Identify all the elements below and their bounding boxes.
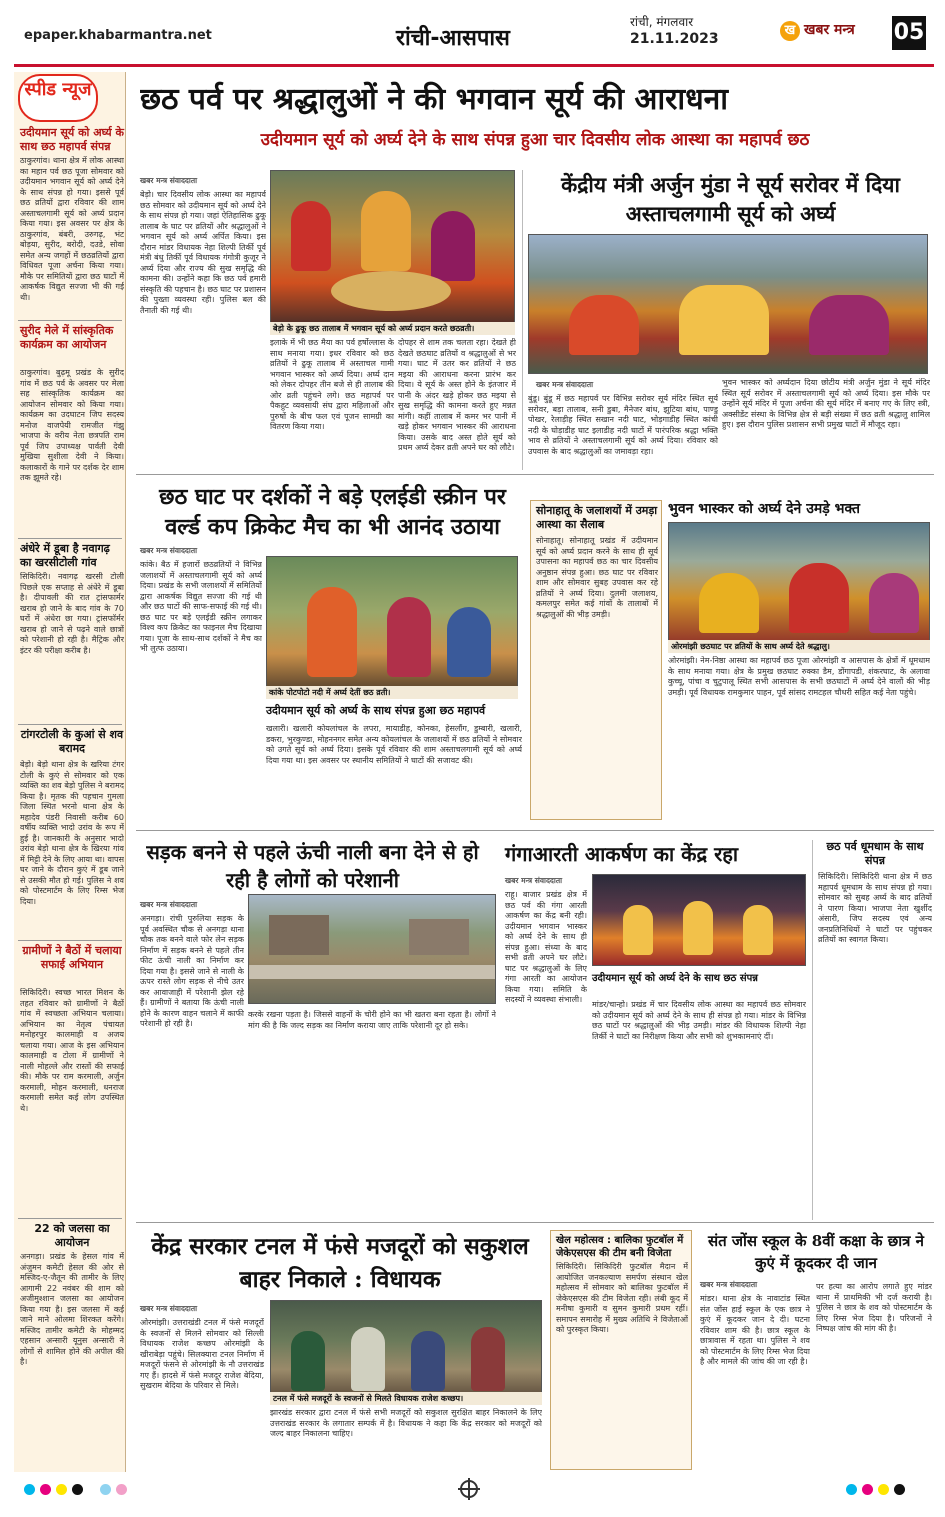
left-story-4-title: टांगरटोली के कुआं से शव बरामद: [20, 728, 124, 755]
divider: [18, 940, 122, 941]
registration-dot: [56, 1484, 67, 1495]
ormanjhi-ghat-photo: [668, 522, 930, 650]
page-number: 05: [892, 16, 926, 50]
dateline: [630, 14, 719, 48]
registration-target-icon: [460, 1480, 478, 1498]
crowd-shape: [809, 295, 889, 355]
section-rule: [136, 830, 934, 831]
munda-headline: केंद्रीय मंत्री अर्जुन मुंडा ने सूर्य सरोवर में दिया अस्ताचलगामी सूर्य को अर्घ्य: [561, 172, 900, 226]
khalari-body: खलारी। खलारी कोयलांचल के लपरा, मायाडीह, कोनका, हेसलौंग, डुम्बारी, खलारी, डकरा, भुरकुण्डा, मोहननगर समेत अन्य कोयलांचल के जलाशयों में छठ व्रतियों ने सोमवार को उगते सूर्य को अर्घ्य दिया। इसके पूर्व रविवार की शाम अस्ताचलगामी सूर्य को अर्घ्य दिया गया था। इस अवसर पर स्थानीय समितियों ने घाटों की सजावट की।: [266, 724, 522, 765]
logo-text: खबर मन्त्र: [804, 22, 855, 38]
crowd-shape: [679, 285, 769, 355]
ganga-subhead: उदीयमान सूर्य को अर्घ्य देने के साथ छठ संपन्न: [592, 973, 758, 984]
top-subhead: उदीयमान सूर्य को अर्घ्य देने के साथ संपन्न हुआ चार दिवसीय लोक आस्था का महापर्व छठ: [260, 130, 810, 150]
chhath-ghat-photo: [270, 170, 515, 332]
school-body-2: पर हत्या का आरोप लगाते हुए मांडर थाना में प्राथमिकी भी दर्ज करायी है। पुलिस ने छात्र के शव को पोस्टमार्टम के लिए रिम्स भेज दिया है। परिजनों ने निष्पक्ष जांच की मांग की है।: [816, 1282, 932, 1333]
football-headline: खेल महोत्सव : बालिका फुटबॉल में जेकेएसएस की टीम बनी विजेता: [556, 1235, 684, 1259]
road-body: अनगड़ा। रांची पुरुलिया सड़क के पूर्व अवस्थित चौक से अनगड़ा थाना चौक तक बनने वाले फोर लेन सड़क निर्माण में सड़क बनने से पहले तीन फीट ऊंची नाली का निर्माण कर दिया गया है। इससे जाने से नाली के ऊपर रास्ते लोग सड़क से नीचे उतर कर आवाजाही में परेशानी झेल रहे हैं। ग्रामीणों ने बताया कि ऊंची नाली होने के कारण वाहन चलाने में काफी परेशानी हो रही है।: [140, 914, 244, 1028]
road-headline: सड़क बनने से पहले ऊंची नाली बना देने से हो रही है लोगों को परेशानी: [146, 840, 479, 892]
person-figure: [351, 1327, 385, 1391]
dhoom-headline: छठ पर्व धूमधाम के साथ संपन्न: [826, 840, 924, 867]
city-day: रांची, मंगलवार: [630, 15, 694, 29]
top-headline: छठ पर्व पर श्रद्धालुओं ने की भगवान सूर्य की आराधना: [140, 82, 729, 117]
crowd-shape: [789, 563, 849, 633]
registration-dot: [40, 1484, 51, 1495]
issue-date: 21.11.2023: [630, 31, 719, 47]
byline: खबर मन्त्र संवाददाता: [505, 876, 563, 885]
epaper-url[interactable]: epaper.khabarmantra.net: [24, 28, 212, 43]
column-rule: [522, 170, 523, 470]
crowd-shape: [869, 573, 919, 633]
devotee-figure: [291, 201, 331, 271]
logo-icon: ख: [780, 21, 800, 41]
priest-figure: [623, 905, 653, 955]
priest-figure: [743, 905, 773, 955]
divider: [18, 320, 122, 321]
registration-dot: [72, 1484, 83, 1495]
bhuvan-body: ओरमांझी। नेम-निष्ठा आस्था का महापर्व छठ पूजा ओरमांझी व आसपास के क्षेत्रों में धूमधाम के साथ मनाया गया। क्षेत्र के प्रमुख छठघाट रुक्का डैम, डोंगापडी, शंकरघाट, के अलावा कुच्चू, पांचा व चुटुपालू स्थित सभी आसपास के सभी छठघाटों में अर्घ्य देने वालों की भीड़ उमड़ी। पूर्व विधायक रामकुमार पाहन, पूर्व सांसद रामटहल चौधरी सहित कई नेता पहुंचे।: [668, 656, 930, 697]
column-rule: [812, 840, 813, 1220]
tunnel-body-2: झारखंड सरकार द्वारा टनल में फंसे सभी मजदूरों को सकुशल सुरक्षित बाहर निकालने के लिए उत्तराखंड सरकार के लगातार सम्पर्क में है। विधायक ने कहा कि केंद्र सरकार को मजदूरों को जल्द बाहर निकालना चाहिए।: [270, 1408, 542, 1438]
left-story-6-title: 22 को जलसा का आयोजन: [34, 1222, 110, 1249]
drain-wall: [249, 965, 496, 979]
photo-caption: बेड़ो के ढुकू छठ तालाब में भगवान सूर्य को अर्घ्य प्रदान करते छठव्रती।: [270, 322, 515, 335]
byline: खबर मन्त्र संवाददाता: [700, 1280, 758, 1289]
divider: [18, 1218, 122, 1219]
photo-caption: ओरमांझी छठघाट पर व्रतियों के साथ अर्घ्य देते श्रद्धालु।: [668, 640, 930, 653]
divider: [18, 538, 122, 539]
munda-body-1: बुंडू। बुंडू में छठ महापर्व पर विभिन्न सरोवर सूर्य मंदिर स्थित सूर्य सरोवर, बड़ा तालाब, सनी डुबा, मैनेजर बांध, झुटिया बांध, पाण्डु पोखर, रेलाड़ीह स्थित सखान नदी घाट, भोड़गाडीह स्थित कांची नदी के घोड़ाडीह घाट इलाडीह नदी घाटों में पारंपरिक श्रद्धा भक्ति भाव से व्रतियों ने अस्ताचलगामी सूर्य को अर्घ्य दिया। रविवार को उपवास के बाद श्रद्धालुओं का जमावड़ा रहा।: [528, 394, 718, 456]
kanke-ghat-photo: [266, 556, 518, 696]
registration-dot: [862, 1484, 873, 1495]
crowd-shape: [569, 295, 639, 355]
left-story-3-body: सिकिदिरी। नवागढ़ खरसी टोली पिछले एक सप्ताह से अंधेरे में डूबा है। दीपावली की रात ट्रांसफार्मर खराब हो जाने के बाद गांव के 70 घरों में अंधेरा छा गया। ट्रांसफॉर्मर खराब हो जाने से पढ़ने वाले छात्रों को परेशानी हो रही है। मैट्रिक और इंटर की परीक्षा करीब है।: [20, 572, 124, 655]
section-rule: [136, 1222, 934, 1223]
top-story-body-2: इलाके में भी छठ मैया का पर्व हर्षोल्लास के साथ मनाया गया। इधर रविवार को छठ व्रतियों ने ढुकू तालाब में अस्ताचल गामी भगवान भास्कर को अर्घ्य दिया। अर्घ्य दान को लेकर दोपहर तीन बजे से ही तालाब की ओर व्रती पहुंचने लगे। छठ महापर्व पर पैकहुट व्यवसायी संघ द्वारा महिलाओं और पुरुषों के बीच फल एवं पूजन सामग्री का वितरण किया गया।: [270, 338, 394, 431]
masthead-logo: [780, 20, 855, 41]
left-story-5-body: सिकिदिरी। स्वच्छ भारत मिशन के तहत रविवार को ग्रामीणों ने बैठों गांव में स्वच्छता अभियान चलाया। अभियान का नेतृत्व पंचायत मनोहरपुर कालमाही व अजय चलाया गया। आज के इस अभियान कालमाही व टोला में ग्रामीणों ने नाली मोहल्ले और रास्तों की सफाई की। मौके पर राम करमाली, अर्जुन करमाली, मोहन करमाली, धनराज करमाली समेत कई लोग उपस्थित थे।: [20, 988, 124, 1113]
ganga-body-2: मांडर/चान्हो। प्रखंड में चार दिवसीय लोक आस्था का महापर्व छठ सोमवार को उदीयमान सूर्य को अर्घ्य देने के साथ ही संपन्न हो गया। मांडर के विभिन्न छठ घाटों पर श्रद्धालुओं की भीड़ उमड़ी। मांडर की विधायक शिल्पी नेहा तिर्की ने घाटों का निरीक्षण किया और सभी को शुभकामनाएं दीं।: [592, 1000, 806, 1041]
left-story-2-title: सुरीद मेले में सांस्कृतिक कार्यक्रम का आयोजन: [20, 324, 114, 351]
left-story-4-body: बेड़ो। बेड़ो थाना क्षेत्र के खरिया टंगर टोली के कुएं से सोमवार को एक व्यक्ति का शव बेड़ो पुलिस ने बरामद किया है। मृतक की पहचान गुमला जिला स्थित भरनो थाना क्षेत्र के महादेव पंडरी निवासी करीब 60 वर्षीय व्यक्ति भादो उरांव के रूप में हुई है। जानकारी के अनुसार भादो उरांव बेड़ो थाना क्षेत्र के खिरया गांव में मिट्टी देने के लिए आया था। वापस घर जाने के दौरान कुएं में डूब जाने से उसकी मौत हो गई। पुलिस ने शव को पोस्टमार्टम के लिए रिम्स भेज दिया।: [20, 760, 124, 906]
left-story-3-title: अंधेरे में डूबा है नवागढ़ का खरसीटोली गांव: [20, 542, 110, 569]
tunnel-family-photo: [270, 1300, 542, 1400]
ganga-aarti-photo: [592, 874, 806, 966]
surya-sarovar-photo: [528, 234, 928, 374]
crowd-shape: [699, 573, 759, 633]
edition-name: रांची-आसपास: [396, 26, 510, 51]
drain-construction-photo: [248, 894, 496, 1004]
ganga-body: राहू। बाजार प्रखंड क्षेत्र में छठ पर्व की गंगा आरती आकर्षण का केंद्र बनी रही। उदीयमान भगवान भास्कर को अर्घ्य देने के साथ ही संपन्न हुआ। संध्या के बाद सभी व्रती अपने घर लौटे। घाट पर श्रद्धालुओं के लिए गंगा आरती का आयोजन किया गया। समिति के सदस्यों ने व्यवस्था संभाली।: [505, 890, 587, 1004]
khalari-headline: उदीयमान सूर्य को अर्घ्य के साथ संपन्न हुआ छठ महापर्व: [266, 704, 486, 717]
ganga-headline: गंगाआरती आकर्षण का केंद्र रहा: [505, 842, 739, 866]
devotee-figure: [361, 191, 411, 271]
dhoom-body: सिकिदिरी। सिकिदिरी थाना क्षेत्र में छठ महापर्व धूमधाम के साथ संपन्न हो गया। सोमवार को सुबह अर्घ्य के बाद व्रतियों ने पारण किया। भाजपा नेता खुर्शीद अंसारी, जिप सदस्य एवं अन्य जनप्रतिनिधियों ने घाटों पर पहुंचकर व्रतियों का स्वागत किया।: [818, 872, 932, 944]
registration-dot: [846, 1484, 857, 1495]
person-figure: [471, 1327, 505, 1391]
registration-dot: [116, 1484, 127, 1495]
priest-figure: [683, 901, 713, 955]
sonahatu-body: सोनाहातू। सोनाहातू प्रखंड में उदीयमान सूर्य को अर्घ्य प्रदान करने के साथ ही सूर्य उपासना का महापर्व छठ का चार दिवसीय अनुष्ठान संपन्न हुआ। छठ घाट पर रविवार शाम और सोमवार सुबह उपवास कर रहे व्रतियों ने अर्घ्य दिया। दुलमी जलाशय, कमलपुर समेत कई गांवों के तालाबों में श्रद्धालुओं की भीड़ उमड़ी।: [536, 536, 658, 619]
registration-dot: [24, 1484, 35, 1495]
speed-news-badge: स्पीड न्यूज: [18, 74, 98, 122]
devotee-figure: [447, 607, 491, 677]
left-story-2-body: ठाकुरगांव। बुढ़मू प्रखंड के सुरीद गांव में छठ पर्व के अवसर पर मेला सह सांस्कृतिक कार्यक्रम का आयोजन सोमवार को किया गया। कार्यक्रम का उदघाटन जिप सदस्य मनोज वाजपेयी रामजीत गंझु भाजपा के वरीय नेता छत्रपति राम पूर्व जिप उपाध्यक्ष पार्वती देवी मुखिया सुशीला देवी ने किया। कलाकारों के गाने पर दर्शक देर शाम तक झूमते रहे।: [20, 368, 124, 482]
registration-dot: [100, 1484, 111, 1495]
worldcup-body: कांके। बैठ में हजारों छठव्रतियों ने विभिन्न जलाशयों में अस्ताचलगामी सूर्य को अर्घ्य दिया। प्रखंड के सभी जलाशयों में समितियों द्वारा आकर्षक विद्युत सज्जा की गई थी और छठ घाटों की साफ-सफाई की गई थी। छठ घाट पर बड़े एलईडी स्क्रीन लगाकर विश्व कप क्रिकेट का फाइनल मैच दिखाया गया। पूजा के साथ-साथ दर्शकों ने मैच का भी लुत्फ उठाया।: [140, 560, 262, 653]
byline: खबर मन्त्र संवाददाता: [140, 1304, 198, 1313]
left-story-1-title: उदीयमान सूर्य को अर्घ्य के साथ छठ महापर्व संपन्न: [20, 126, 124, 153]
devotee-figure: [431, 211, 475, 281]
house-shape: [409, 919, 469, 955]
house-shape: [269, 915, 329, 955]
football-body: सिकिदिरी। सिकिदिरी फुटबॉल मैदान में आयोजित जनकल्याण समर्पण संस्थान खेल महोत्सव में सोमवार को बालिका फुटबॉल में जेकेएसएस की टीम विजेता रही। लंबी कूद में मनीषा कुमारी व सुमन कुमारी प्रथम रहीं। समापन समारोह में मुख्य अतिथि ने विजेताओं को पुरस्कृत किया।: [556, 1262, 688, 1334]
top-story-body-3: दोपहर से शाम तक चलता रहा। देखते ही देखते छठघाट व्रतियों व श्रद्धालुओं से भर गया। घाट में उतर कर व्रतियों ने छठ मइया की आराधना करना प्रारंभ कर दिया। ये सूर्य के अस्त होने के इंतजार में पानी के अंदर खड़े होकर छठ मइया से सुख समृद्धि की कामना करते हुए मन्नत मांगी। कहीं तालाब में कमर भर पानी में खड़े होकर भगवान भास्कर की आराधना किया। उसके बाद अस्त होते सूर्य को प्रथम अर्घ्य देकर व्रती अपने घर को लौटे।: [398, 338, 516, 452]
road-body-2: करके रखना पड़ता है। जिससे वाहनों के चोरी होने का भी खतरा बना रहता है। लोगों ने मांग की है कि जल्द सड़क का निर्माण कराया जाए ताकि परेशानी दूर हो सके।: [248, 1010, 496, 1030]
header-rule: [14, 64, 934, 67]
left-story-1-body: ठाकुरगांव। थाना क्षेत्र में लोक आस्था का महान पर्व छठ पूजा सोमवार को उदीयमान भगवान सूर्य को अर्घ्य देने के साथ संपन्न हो गया। इससे पूर्व छठ व्रतियों द्वारा रविवार की शाम अस्ताचलगामी सूर्य को अर्घ्य प्रदान किया गया। इस अवसर पर क्षेत्र के ठाकुरगांव, बंबरी, उरुगढ़, भंट बोड़या, सुरीद, बरोदी, दउडे, सोवा समेत अन्य जगहों में छठव्रतियों द्वारा विधिवत पूजा अर्चना किया गया। मौके पर समितियों द्वारा छठ घाटों में आकर्षक विद्युत सज्जा भी की गई थी।: [20, 156, 124, 302]
offering-basket: [331, 271, 451, 311]
registration-dot: [878, 1484, 889, 1495]
devotee-figure: [307, 587, 357, 677]
devotee-figure: [387, 597, 431, 677]
byline: खबर मन्त्र संवाददाता: [536, 380, 594, 389]
sonahatu-headline: सोनाहातू के जलाशयों में उमड़ा आस्था का सैलाब: [536, 504, 658, 531]
byline: खबर मन्त्र संवाददाता: [140, 176, 198, 185]
person-figure: [291, 1331, 325, 1391]
person-figure: [411, 1331, 445, 1391]
top-story-body-1: बेड़ो। चार दिवसीय लोक आस्था का महापर्व छठ सोमवार को उदीयमान सूर्य को अर्घ्य देने के साथ संपन्न हो गया। जहां ऐतिहासिक ढुकू तालाब के घाट पर व्रतियों और श्रद्धालुओं ने भगवान सूर्य को अर्घ्य अर्पित किया। इस दौरान मांडर विधायक नेहा शिल्पी तिर्की पूर्व मंत्री बंधु तिर्की पूर्व विधायक गंगोत्री कुजूर ने अर्घ्य दिया और राज्य की सुख समृद्धि की कामना की। उन्होंने कहा कि छठ पर्व हमारी संस्कृति की पहचान है। छठ घाट पर प्रशासन की पुख्ता व्यवस्था रही। पुलिस बल की तैनाती की गई थी।: [140, 190, 266, 315]
left-story-5-title: ग्रामीणों ने बैठों में चलाया सफाई अभियान: [22, 944, 122, 971]
tunnel-headline: केंद्र सरकार टनल में फंसे मजदूरों को सकुशल बाहर निकाले : विधायक: [151, 1233, 529, 1293]
photo-caption: कांके पोटपोटो नदी में अर्घ्य देतीं छठ व्रती।: [266, 686, 518, 699]
section-rule: [136, 474, 934, 475]
munda-body-2: भुवन भास्कर को अर्घ्यदान दिया छोटीय मंत्री अर्जुन मुंडा ने सूर्य मंदिर स्थित सूर्य सरोवर में अस्ताचलगामी सूर्य को अर्घ्य दिया। इस मौके पर उन्होंने सूर्य मंदिर में पूजा अर्चना की सूर्य मंदिर में बनाए गए के लिए स्त्री, अक्सीडेंट संस्था के विभिन्न क्षेत्र से बड़ी संख्या में छठ व्रती श्रद्धालु शामिल हुए। इस दौरान पुलिस प्रशासन सभी प्रमुख घाटों में मौजूद रहा।: [722, 378, 930, 429]
byline: खबर मन्त्र संवाददाता: [140, 546, 198, 555]
byline: खबर मन्त्र संवाददाता: [140, 900, 198, 909]
photo-caption: टनल में फंसे मजदूरों के स्वजनों से मिलते विधायक राजेश कच्छप।: [270, 1392, 542, 1405]
school-headline: संत जोंस स्कूल के 8वीं कक्षा के छात्र ने कुएं में कूदकर दी जान: [707, 1232, 924, 1272]
worldcup-headline: छठ घाट पर दर्शकों ने बड़े एलईडी स्क्रीन पर वर्ल्ड कप क्रिकेट मैच का भी आनंद उठाया: [159, 484, 506, 540]
left-story-6-body: अनगड़ा। प्रखंड के हेसल गांव में अंजुमन कमेटी हेसल की ओर से मस्जिद-ए-जैतून की तामीर के लिए आगामी 22 नवंबर की शाम को अजीमुश्शान जलसा का आयोजन किया गया है। इस जलसा में कई जाने माने ओलमा शिरकत करेंगे। मस्जिद तामीर कमेटी के मोहम्मद एहसान अन्सारी यूनुस अन्सारी ने लोगों से शामिल होने की अपील की है।: [20, 1252, 124, 1366]
bhuvan-headline: भुवन भास्कर को अर्घ्य देने उमड़े भक्त: [668, 501, 860, 517]
tunnel-body: ओरमांझी। उत्तराखंडी टनल में फंसे मजदूरों के स्वजनों से मिलने सोमवार को सिल्ली विधायक राजेश कच्छप ओरमांझी के खीराबेड़ा पहुंचे। सिलक्यारा टनल निर्माण में मजदूरों फंसने से ओरमांझी के नौ उत्तराखंड गए हैं। हादसे में फंसे मजदूर राजेश बेदिया, सुखराम बेदिया के परिवार से मिले।: [140, 1318, 264, 1390]
registration-dot: [894, 1484, 905, 1495]
school-body: मांडर। थाना क्षेत्र के नावाटांड स्थित संत जोंस हाई स्कूल के एक छात्र ने कुएं में कूदकर जान दे दी। घटना रविवार शाम की है। छात्र स्कूल के छात्रावास में रहता था। पुलिस ने शव को पोस्टमार्टम के लिए रिम्स भेज दिया है और मामले की जांच की जा रही है।: [700, 1294, 810, 1366]
divider: [18, 724, 122, 725]
